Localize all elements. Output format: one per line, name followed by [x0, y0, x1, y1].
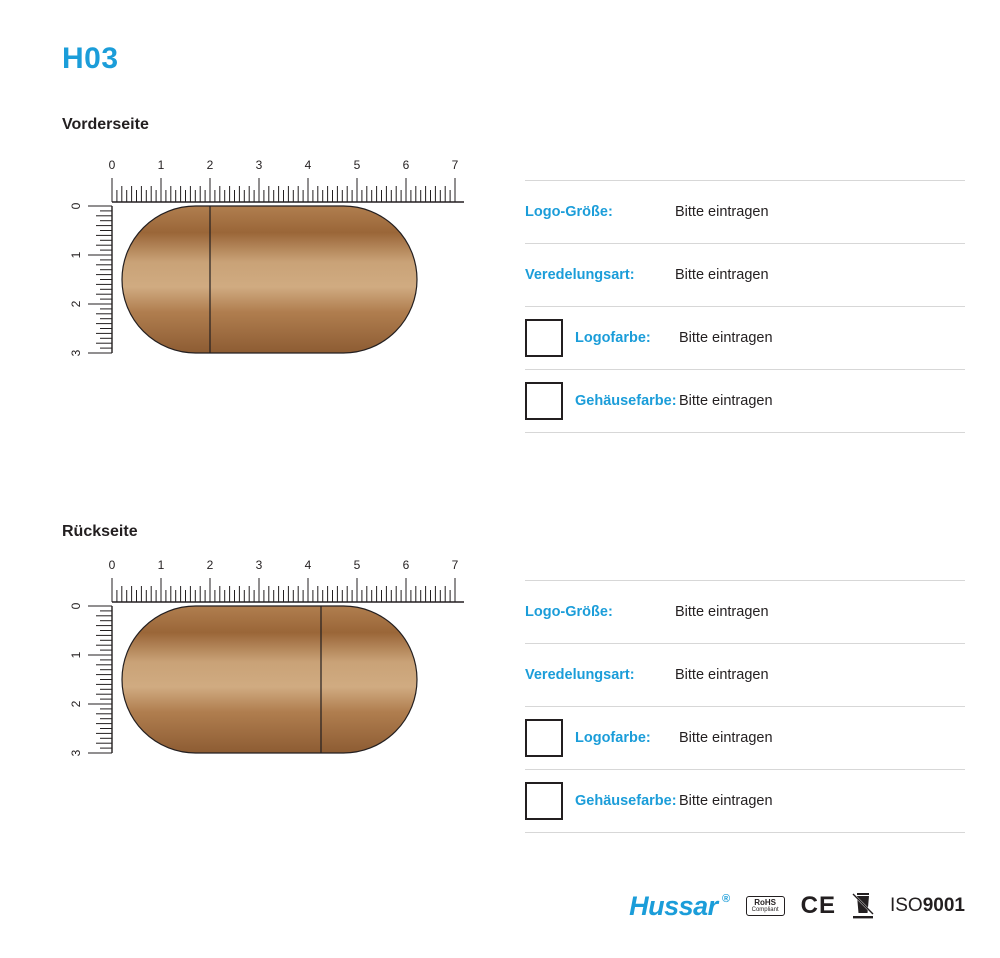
case-color-swatch[interactable] — [525, 782, 563, 820]
crossed-out-wheelie-bin-icon — [852, 891, 874, 921]
spec-row — [525, 243, 965, 306]
svg-text:1: 1 — [69, 251, 83, 259]
spec-value: Bitte eintragen — [675, 204, 769, 220]
logo-color-swatch[interactable] — [525, 719, 563, 757]
spec-label: Logo-Größe: — [525, 204, 613, 220]
iso-prefix: ISO — [889, 895, 923, 916]
svg-text:3: 3 — [69, 349, 83, 357]
svg-text:2: 2 — [206, 558, 214, 572]
iso-number: 9001 — [922, 895, 965, 916]
svg-text:1: 1 — [69, 651, 83, 659]
svg-text:4: 4 — [304, 558, 312, 572]
svg-text:2: 2 — [69, 300, 83, 308]
spec-label: Logo-Größe: — [525, 604, 613, 620]
svg-text:6: 6 — [402, 158, 410, 172]
case-color-swatch[interactable] — [525, 382, 563, 420]
spec-label: Gehäusefarbe: — [575, 793, 677, 809]
spec-row — [525, 580, 965, 643]
spec-value: Bitte eintragen — [675, 604, 769, 620]
logo-color-swatch[interactable] — [525, 319, 563, 357]
spec-table-back — [525, 580, 965, 833]
ce-mark: CE — [800, 892, 836, 919]
iso-mark — [890, 895, 965, 917]
svg-text:5: 5 — [353, 558, 361, 572]
svg-text:1: 1 — [157, 558, 165, 572]
spec-value: Bitte eintragen — [675, 667, 769, 683]
spec-value: Bitte eintragen — [679, 793, 773, 809]
spec-row — [525, 769, 965, 833]
spec-value: Bitte eintragen — [679, 730, 773, 746]
spec-label: Veredelungsart: — [525, 667, 635, 683]
spec-label: Veredelungsart: — [525, 267, 635, 283]
svg-text:3: 3 — [255, 158, 263, 172]
svg-text:5: 5 — [353, 158, 361, 172]
spec-label: Gehäusefarbe: — [575, 393, 677, 409]
spec-row — [525, 369, 965, 433]
spec-value: Bitte eintragen — [679, 393, 773, 409]
svg-text:2: 2 — [206, 158, 214, 172]
svg-text:1: 1 — [157, 158, 165, 172]
svg-text:6: 6 — [402, 558, 410, 572]
footer — [525, 880, 965, 932]
brand-logo — [629, 891, 730, 922]
rohs-sublabel: Compliant — [751, 907, 779, 914]
svg-text:0: 0 — [108, 158, 116, 172]
svg-text:0: 0 — [69, 602, 83, 610]
spec-row — [525, 643, 965, 706]
rohs-badge — [746, 896, 785, 916]
svg-text:4: 4 — [304, 158, 312, 172]
trademark-symbol: ® — [722, 892, 730, 905]
svg-text:0: 0 — [108, 558, 116, 572]
spec-label: Logofarbe: — [575, 730, 651, 746]
svg-text:3: 3 — [69, 749, 83, 757]
spec-row — [525, 306, 965, 369]
spec-value: Bitte eintragen — [675, 267, 769, 283]
svg-text:3: 3 — [255, 558, 263, 572]
svg-text:7: 7 — [451, 158, 459, 172]
spec-label: Logofarbe: — [575, 330, 651, 346]
spec-table-front — [525, 180, 965, 433]
spec-value: Bitte eintragen — [679, 330, 773, 346]
page-title: H03 — [62, 42, 119, 75]
brand-logo-text: Hussar — [629, 890, 718, 921]
section-heading-back: Rückseite — [62, 523, 138, 540]
spec-row — [525, 180, 965, 243]
spec-row — [525, 706, 965, 769]
drawing-back — [62, 548, 492, 788]
svg-text:7: 7 — [451, 558, 459, 572]
svg-text:2: 2 — [69, 700, 83, 708]
rohs-label: RoHS — [754, 897, 777, 907]
section-heading-front: Vorderseite — [62, 116, 149, 133]
drawing-front — [62, 148, 492, 388]
svg-text:0: 0 — [69, 202, 83, 210]
